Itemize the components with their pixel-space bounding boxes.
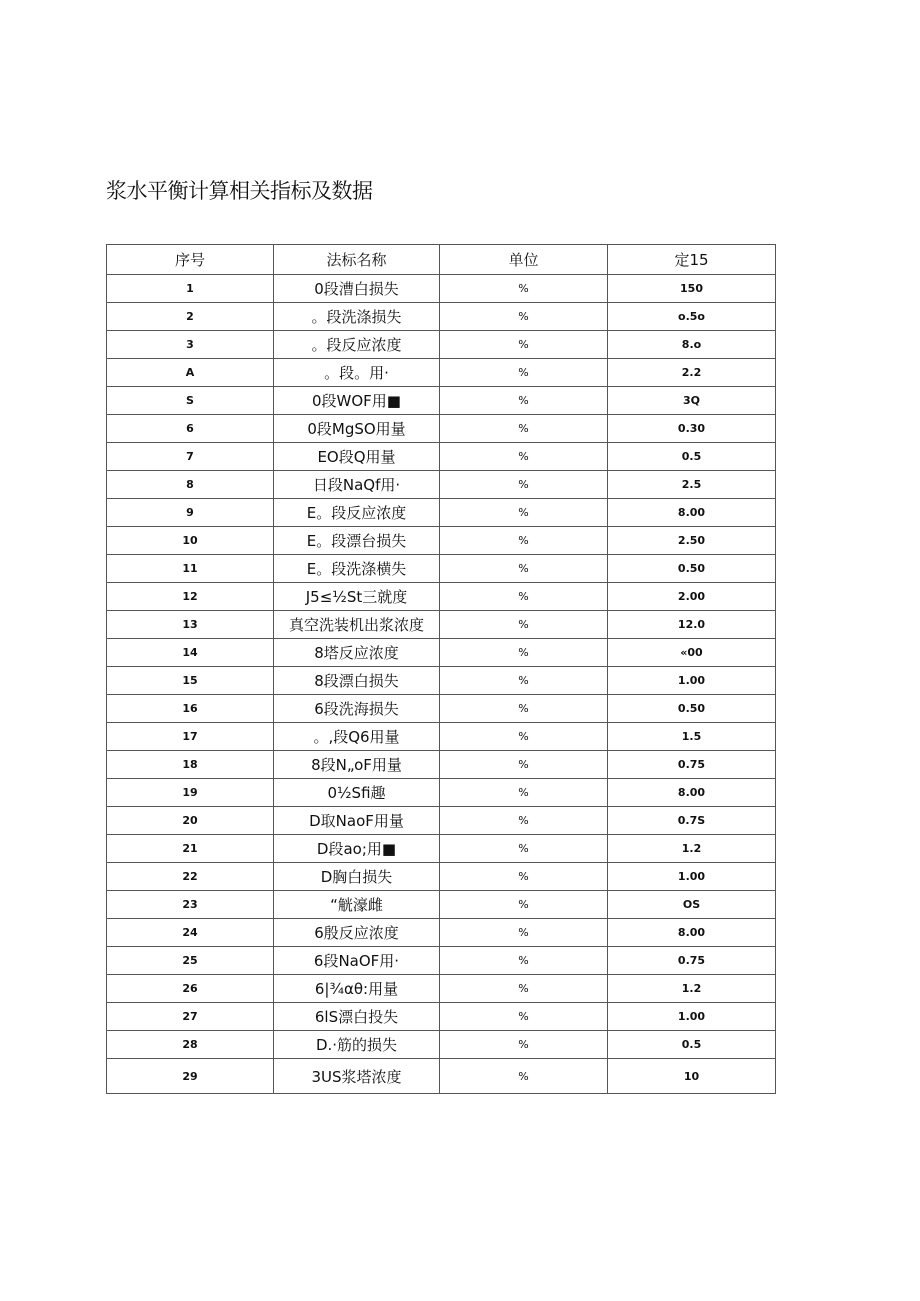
row-serial: 15 (107, 667, 274, 695)
row-unit: % (440, 275, 608, 303)
row-serial: 7 (107, 443, 274, 471)
row-value: 2.5 (608, 471, 776, 499)
row-unit: % (440, 611, 608, 639)
row-indicator-name: D取NaoF用量 (274, 807, 440, 835)
table-row (107, 1031, 776, 1059)
row-serial: 29 (107, 1059, 274, 1094)
table-row (107, 779, 776, 807)
table-row (107, 891, 776, 919)
row-value: 0.30 (608, 415, 776, 443)
table-row (107, 975, 776, 1003)
row-indicator-name: 。段。用· (274, 359, 440, 387)
row-indicator-name: E。段漂台损失 (274, 527, 440, 555)
table-row (107, 835, 776, 863)
row-value: 2.2 (608, 359, 776, 387)
row-indicator-name: 8段N„oF用量 (274, 751, 440, 779)
row-value: 8.00 (608, 499, 776, 527)
row-serial: S (107, 387, 274, 415)
row-serial: 10 (107, 527, 274, 555)
table-row (107, 751, 776, 779)
row-value: 0.75 (608, 947, 776, 975)
row-serial: 11 (107, 555, 274, 583)
header-value: 定15 (608, 245, 776, 275)
row-serial: 27 (107, 1003, 274, 1031)
row-serial: 1 (107, 275, 274, 303)
row-unit: % (440, 443, 608, 471)
table-row (107, 611, 776, 639)
row-value: 0.7S (608, 807, 776, 835)
row-unit: % (440, 947, 608, 975)
row-unit: % (440, 779, 608, 807)
row-value: 0.5 (608, 1031, 776, 1059)
row-value: 8.00 (608, 779, 776, 807)
row-unit: % (440, 1003, 608, 1031)
header-serial: 序号 (107, 245, 274, 275)
table-row (107, 1003, 776, 1031)
row-value: 1.5 (608, 723, 776, 751)
table-row (107, 695, 776, 723)
row-indicator-name: 6殷反应浓度 (274, 919, 440, 947)
row-unit: % (440, 695, 608, 723)
table-row (107, 415, 776, 443)
table-row (107, 387, 776, 415)
table-row (107, 443, 776, 471)
table-body (107, 275, 776, 1094)
row-value: 2.50 (608, 527, 776, 555)
row-indicator-name: 。,段Q6用量 (274, 723, 440, 751)
row-unit: % (440, 639, 608, 667)
row-indicator-name: 6段NaOF用· (274, 947, 440, 975)
row-serial: A (107, 359, 274, 387)
indicator-table (106, 244, 776, 1094)
row-value: 3Q (608, 387, 776, 415)
table-row (107, 583, 776, 611)
row-unit: % (440, 331, 608, 359)
row-serial: 22 (107, 863, 274, 891)
table-row (107, 919, 776, 947)
row-serial: 2 (107, 303, 274, 331)
header-unit: 单位 (440, 245, 608, 275)
row-indicator-name: 真空洗装机出浆浓度 (274, 611, 440, 639)
table-row (107, 807, 776, 835)
row-unit: % (440, 415, 608, 443)
row-indicator-name: 6段洗海损失 (274, 695, 440, 723)
row-unit: % (440, 499, 608, 527)
row-serial: 24 (107, 919, 274, 947)
table-row (107, 1059, 776, 1094)
row-indicator-name: E。段洗涤横失 (274, 555, 440, 583)
row-unit: % (440, 303, 608, 331)
row-unit: % (440, 891, 608, 919)
row-indicator-name: “觥濠雌 (274, 891, 440, 919)
row-serial: 21 (107, 835, 274, 863)
row-serial: 20 (107, 807, 274, 835)
row-unit: % (440, 555, 608, 583)
row-indicator-name: D.·筋的损失 (274, 1031, 440, 1059)
row-serial: 14 (107, 639, 274, 667)
row-indicator-name: D段ao;用■ (274, 835, 440, 863)
row-indicator-name: 0½Sfi趣 (274, 779, 440, 807)
row-serial: 17 (107, 723, 274, 751)
row-indicator-name: EO段Q用量 (274, 443, 440, 471)
row-unit: % (440, 1031, 608, 1059)
header-indicator-name: 法标名称 (274, 245, 440, 275)
row-indicator-name: 。段反应浓度 (274, 331, 440, 359)
row-value: 150 (608, 275, 776, 303)
row-value: 8.00 (608, 919, 776, 947)
row-value: 0.5 (608, 443, 776, 471)
table-header-row (107, 245, 776, 275)
row-value: 8.o (608, 331, 776, 359)
row-serial: 16 (107, 695, 274, 723)
row-value: o.5o (608, 303, 776, 331)
row-value: 0.75 (608, 751, 776, 779)
row-value: 1.2 (608, 835, 776, 863)
row-unit: % (440, 723, 608, 751)
row-indicator-name: J5≤½St三就度 (274, 583, 440, 611)
table-row (107, 275, 776, 303)
row-value: 2.00 (608, 583, 776, 611)
table-row (107, 359, 776, 387)
row-value: 1.00 (608, 1003, 776, 1031)
row-value: 1.2 (608, 975, 776, 1003)
table-row (107, 499, 776, 527)
row-unit: % (440, 1059, 608, 1094)
table-row (107, 331, 776, 359)
row-unit: % (440, 975, 608, 1003)
row-indicator-name: E。段反应浓度 (274, 499, 440, 527)
row-value: 10 (608, 1059, 776, 1094)
row-value: 0.50 (608, 555, 776, 583)
table-row (107, 723, 776, 751)
row-indicator-name: 6|¾αθ:用量 (274, 975, 440, 1003)
row-serial: 28 (107, 1031, 274, 1059)
row-serial: 13 (107, 611, 274, 639)
row-indicator-name: 3US浆塔浓度 (274, 1059, 440, 1094)
page-title: 浆水平衡计算相关指标及数据 (106, 179, 373, 203)
row-indicator-name: 0段MgSO用量 (274, 415, 440, 443)
row-serial: 12 (107, 583, 274, 611)
row-unit: % (440, 835, 608, 863)
table-row (107, 639, 776, 667)
row-unit: % (440, 527, 608, 555)
row-serial: 8 (107, 471, 274, 499)
table-row (107, 667, 776, 695)
table-row (107, 555, 776, 583)
row-serial: 3 (107, 331, 274, 359)
row-value: 1.00 (608, 863, 776, 891)
row-serial: 19 (107, 779, 274, 807)
row-serial: 23 (107, 891, 274, 919)
row-indicator-name: 0段漕白损失 (274, 275, 440, 303)
row-serial: 6 (107, 415, 274, 443)
row-value: 0.50 (608, 695, 776, 723)
table-row (107, 471, 776, 499)
row-unit: % (440, 583, 608, 611)
row-unit: % (440, 863, 608, 891)
row-unit: % (440, 387, 608, 415)
table-row (107, 303, 776, 331)
row-value: 1.00 (608, 667, 776, 695)
row-value: OS (608, 891, 776, 919)
row-unit: % (440, 471, 608, 499)
row-value: «00 (608, 639, 776, 667)
row-indicator-name: 6lS漂白投失 (274, 1003, 440, 1031)
row-unit: % (440, 359, 608, 387)
table-row (107, 947, 776, 975)
table-row (107, 527, 776, 555)
row-serial: 18 (107, 751, 274, 779)
row-indicator-name: 8段漂白损失 (274, 667, 440, 695)
row-indicator-name: 。段洗涤损失 (274, 303, 440, 331)
row-serial: 26 (107, 975, 274, 1003)
table-row (107, 863, 776, 891)
row-indicator-name: 8塔反应浓度 (274, 639, 440, 667)
row-indicator-name: 日段NaQf用· (274, 471, 440, 499)
row-unit: % (440, 667, 608, 695)
row-unit: % (440, 919, 608, 947)
row-serial: 9 (107, 499, 274, 527)
row-indicator-name: 0段WOF用■ (274, 387, 440, 415)
row-value: 12.0 (608, 611, 776, 639)
row-unit: % (440, 807, 608, 835)
row-unit: % (440, 751, 608, 779)
row-indicator-name: D胸白损失 (274, 863, 440, 891)
row-serial: 25 (107, 947, 274, 975)
